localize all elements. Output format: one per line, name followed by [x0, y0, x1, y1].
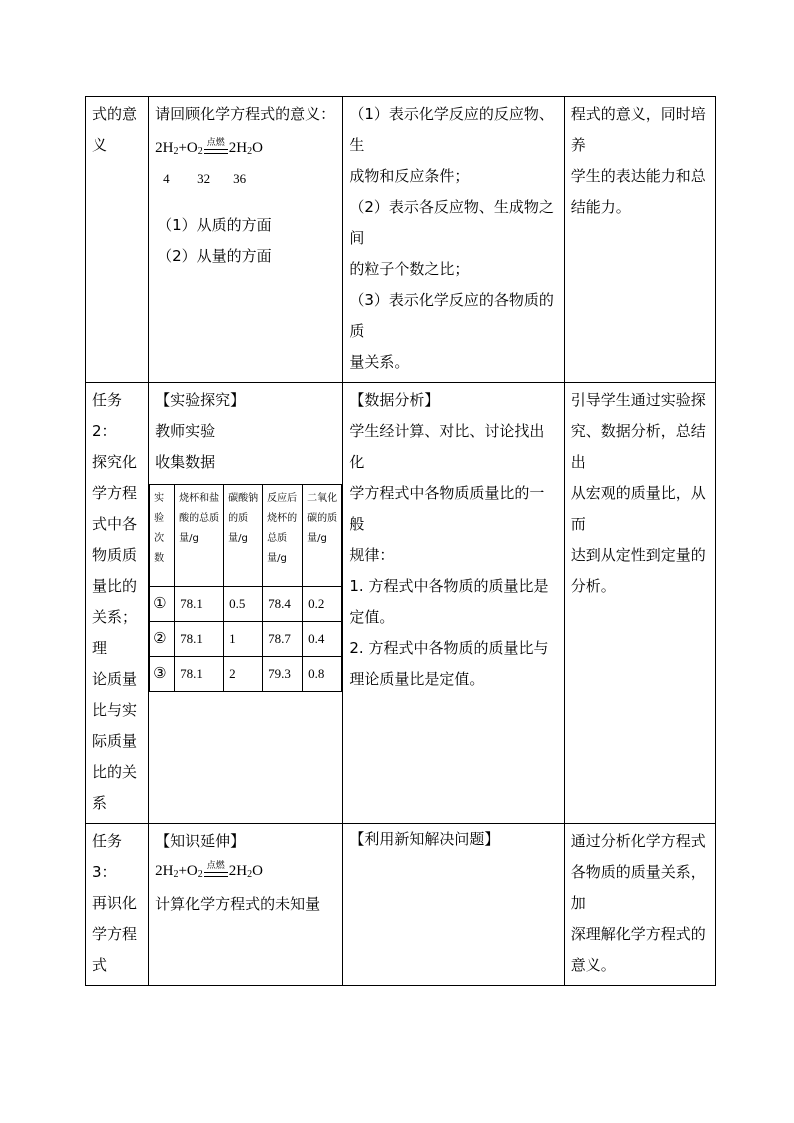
table-row — [150, 587, 342, 622]
column-header: 烧杯和盐酸的总质量/g — [175, 485, 224, 587]
task-text-line: 量比的 — [92, 577, 138, 595]
task-cell — [86, 383, 149, 824]
table-cell: 1 — [224, 622, 263, 657]
intent-line: 分析。 — [570, 577, 616, 595]
intent-line: 结能力。 — [570, 198, 631, 216]
student-activity-cell — [343, 383, 564, 824]
intent-line: 各物质的质量关系，加 — [570, 863, 706, 912]
intent-line: 通过分析化学方程式 — [570, 832, 706, 850]
chemical-equation: $2H_2+O_2$ 点燃 $2H_2O$ — [155, 137, 263, 157]
meaning-line: 量关系。 — [349, 353, 410, 371]
column-header: 实验次数 — [150, 485, 175, 587]
chemical-equation: $2H_2+O_2$ 点燃 $2H_2O$ — [155, 860, 263, 880]
teacher-activity-cell — [149, 97, 343, 383]
table-cell: ① — [150, 587, 175, 622]
section-heading: 【实验探究】 — [155, 391, 246, 409]
table-cell: 2 — [224, 657, 263, 692]
table-row — [86, 97, 716, 383]
meaning-line: 的粒子个数之比； — [349, 260, 470, 278]
task-text-line: 任务 2： — [92, 391, 123, 440]
task-text-line: 任务 3： — [92, 832, 123, 881]
section-heading: 【利用新知解决问题】 — [349, 830, 500, 848]
meaning-line: （2）表示各反应物、生成物之间 — [349, 198, 554, 247]
table-row — [150, 622, 342, 657]
intent-line: 学生的表达能力和总 — [570, 167, 706, 185]
activity-line: 计算化学方程式的未知量 — [155, 895, 321, 913]
task-text-line: 关系；理 — [92, 608, 138, 657]
task-cell — [86, 97, 149, 383]
table-row — [86, 824, 716, 986]
intent-line: 程式的意义，同时培养 — [570, 105, 706, 154]
section-heading: 【知识延伸】 — [155, 832, 246, 850]
table-cell: 0.2 — [303, 587, 342, 622]
task-text-line: 比的关 — [92, 763, 138, 781]
table-cell: 78.4 — [263, 587, 303, 622]
task-text-line: 学方程 — [92, 484, 138, 502]
table-cell: ② — [150, 622, 175, 657]
task-cell — [86, 824, 149, 986]
meaning-line: 成物和反应条件； — [349, 167, 470, 185]
analysis-line: 1. 方程式中各物质的质量比是 — [349, 577, 549, 595]
table-row — [86, 383, 716, 824]
table-cell: 78.1 — [175, 657, 224, 692]
design-intent-cell — [564, 97, 715, 383]
table-cell: ③ — [150, 657, 175, 692]
analysis-line: 学生经计算、对比、讨论找出化 — [349, 422, 545, 471]
teacher-activity-cell — [149, 824, 343, 986]
intent-line: 达到从定性到定量的 — [570, 546, 706, 564]
task-text-line: 论质量 — [92, 670, 138, 688]
table-cell: 0.5 — [224, 587, 263, 622]
task-text-line: 再识化 — [92, 894, 138, 912]
design-intent-cell — [564, 824, 715, 986]
task-text-line: 系 — [92, 794, 108, 812]
activity-line: 收集数据 — [155, 453, 216, 471]
meaning-line: （3）表示化学反应的各物质的质 — [349, 291, 554, 340]
design-intent-cell — [564, 383, 715, 824]
student-activity-cell — [343, 97, 564, 383]
task-text-line: 学方程 — [92, 925, 138, 943]
aspect-item: （2）从量的方面 — [157, 247, 272, 265]
experiment-data-table — [149, 484, 342, 692]
task-text-line: 义 — [92, 136, 108, 154]
aspect-item: （1）从质的方面 — [157, 216, 272, 234]
task-text-line: 际质量 — [92, 732, 138, 750]
lesson-plan-table — [85, 96, 716, 986]
analysis-line: 理论质量比是定值。 — [349, 670, 485, 688]
intent-line: 引导学生通过实验探 — [570, 391, 706, 409]
task-text-line: 比与实 — [92, 701, 138, 719]
table-cell: 0.8 — [303, 657, 342, 692]
analysis-line: 学方程式中各物质质量比的一般 — [349, 484, 545, 533]
analysis-line: 定值。 — [349, 608, 395, 626]
student-activity-cell — [343, 824, 564, 986]
table-cell: 78.1 — [175, 622, 224, 657]
column-header: 碳酸钠的质量/g — [224, 485, 263, 587]
table-cell: 78.1 — [175, 587, 224, 622]
meaning-line: （1）表示化学反应的反应物、生 — [349, 105, 554, 154]
task-text-line: 式的意 — [92, 105, 138, 123]
table-row — [150, 657, 342, 692]
intent-line: 深理解化学方程式的 — [570, 925, 706, 943]
task-text-line: 物质质 — [92, 546, 138, 564]
activity-line: 教师实验 — [155, 422, 216, 440]
intent-line: 从宏观的质量比，从而 — [570, 484, 706, 533]
analysis-line: 规律： — [349, 546, 395, 564]
column-header: 反应后烧杯的总质量/g — [263, 485, 303, 587]
task-text-line: 式 — [92, 956, 108, 974]
table-header-row — [150, 485, 342, 587]
intent-line: 意义。 — [570, 956, 616, 974]
reaction-condition: 点燃 — [204, 142, 228, 156]
teacher-activity-cell — [149, 383, 343, 824]
task-text-line: 式中各 — [92, 515, 138, 533]
column-header: 二氧化碳的质量/g — [303, 485, 342, 587]
reaction-condition: 点燃 — [204, 865, 228, 879]
table-cell: 0.4 — [303, 622, 342, 657]
table-cell: 79.3 — [263, 657, 303, 692]
analysis-line: 2. 方程式中各物质的质量比与 — [349, 639, 549, 657]
intent-line: 究、数据分析，总结出 — [570, 422, 706, 471]
review-prompt: 请回顾化学方程式的意义： — [155, 105, 336, 123]
relative-masses: 4 32 36 — [163, 171, 247, 186]
task-text-line: 探究化 — [92, 453, 138, 471]
table-cell: 78.7 — [263, 622, 303, 657]
section-heading: 【数据分析】 — [349, 391, 440, 409]
